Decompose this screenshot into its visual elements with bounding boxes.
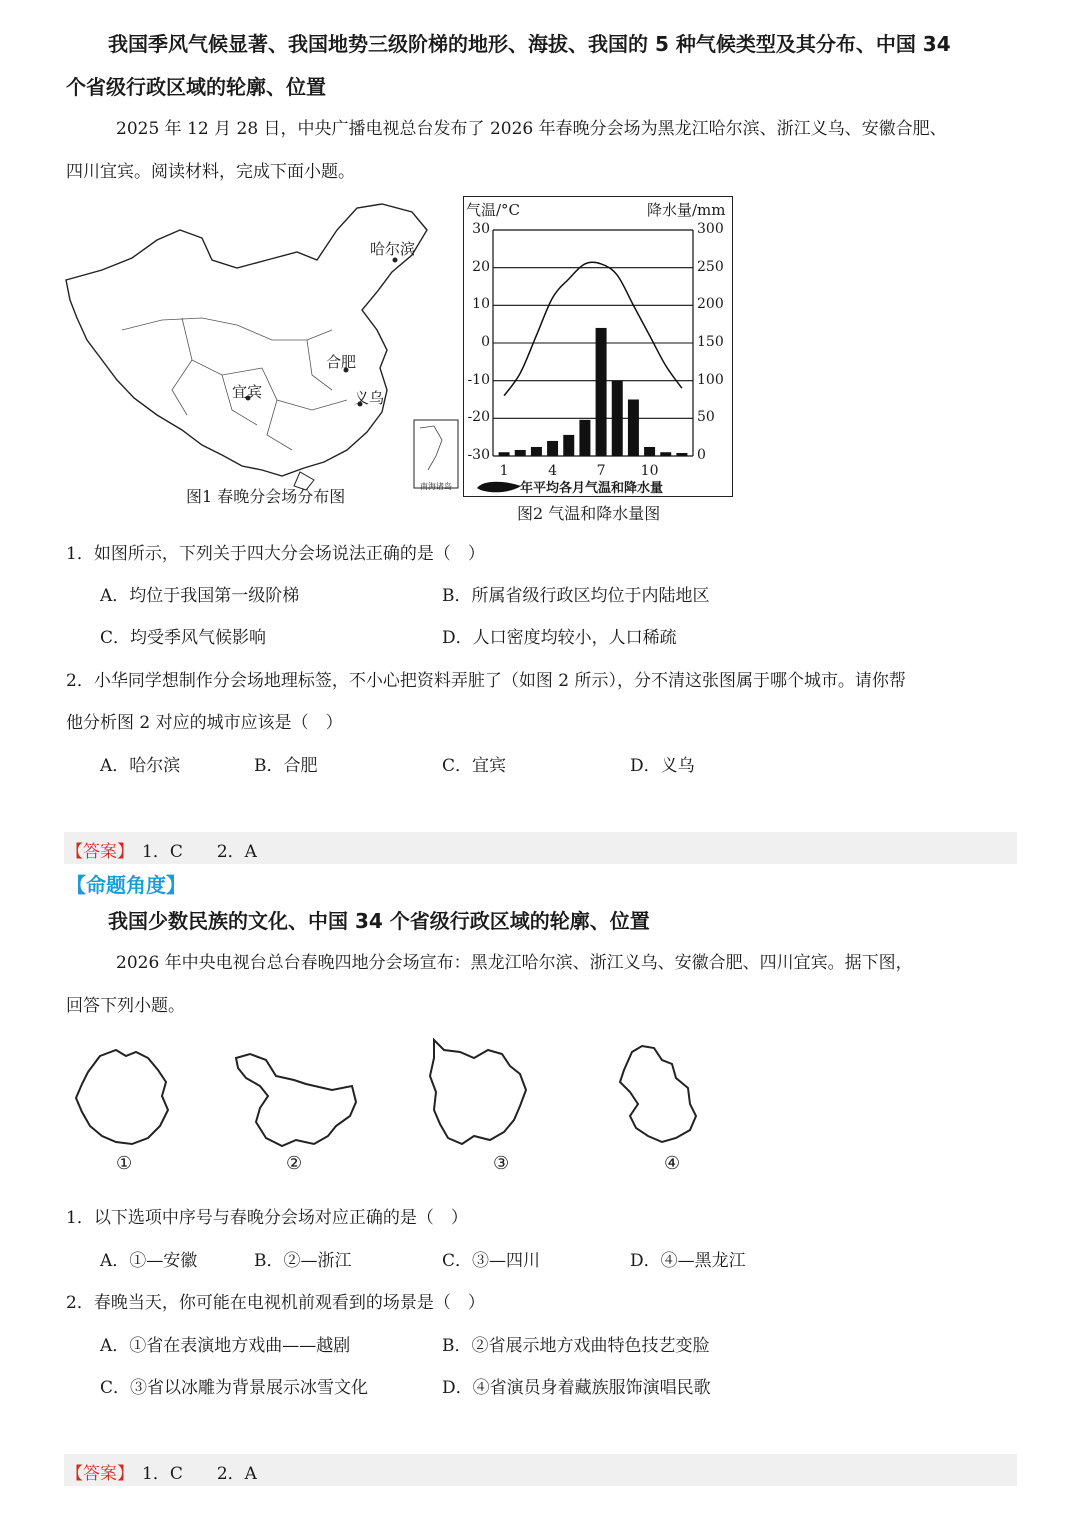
chart-inner-caption: 年平均各月气温和降水量 <box>520 481 664 496</box>
precip-bar-5 <box>563 435 574 456</box>
s1-q2-option-d: D．义乌 <box>630 756 695 776</box>
s2-answer-tag: 【答案】 <box>66 1464 134 1484</box>
precip-bar-3 <box>531 447 542 456</box>
s1-answer-tag: 【答案】 <box>66 842 134 862</box>
shape-label-2: ② <box>286 1153 303 1174</box>
s2-q1-stem: 1．以下选项中序号与春晚分会场对应正确的是（ ） <box>66 1208 468 1228</box>
s2-q2-stem: 2．春晚当天，你可能在电视机前观看到的场景是（ ） <box>66 1293 485 1313</box>
s2-answer-bar <box>64 1454 1017 1486</box>
left-tick-label: -10 <box>467 371 490 388</box>
right-tick-label: 0 <box>697 447 706 463</box>
s2-answer-text: 1．C 2．A <box>142 1464 257 1484</box>
shape-label-1: ① <box>116 1153 133 1174</box>
section1-intro-line2: 四川宜宾。阅读材料，完成下面小题。 <box>66 162 355 182</box>
right-tick-label: 200 <box>697 296 724 313</box>
map-inset-label: 南海诸岛 <box>420 482 452 491</box>
s2-q2-option-a: A．①省在表演地方戏曲——越剧 <box>100 1336 351 1356</box>
precip-bar-11 <box>660 452 671 456</box>
precip-bar-7 <box>596 328 607 456</box>
chart-right-axis-label: 降水量/mm <box>647 201 726 219</box>
s2-q2-option-b: B．②省展示地方戏曲特色技艺变脸 <box>442 1336 710 1356</box>
precip-bar-10 <box>644 447 655 456</box>
s1-q1-option-c: C．均受季风气候影响 <box>100 628 267 648</box>
left-tick-label: -30 <box>467 447 490 463</box>
left-tick-label: 30 <box>472 221 490 237</box>
precip-bar-8 <box>612 381 623 456</box>
left-tick-label: 20 <box>472 258 490 275</box>
s1-q1-option-a: A．均位于我国第一级阶梯 <box>100 586 300 606</box>
section1-title-line1: 我国季风气候显著、我国地势三级阶梯的地形、海拔、我国的 5 种气候类型及其分布、中国 34 <box>108 32 951 56</box>
left-tick-label: 0 <box>481 334 490 350</box>
s2-q1-option-c: C．③—四川 <box>442 1251 541 1271</box>
province-shape-1 <box>76 1050 168 1144</box>
province-shape-2 <box>236 1054 356 1146</box>
section2-intro-line2: 回答下列小题。 <box>66 996 185 1016</box>
s1-q2-option-c: C．宜宾 <box>442 756 507 776</box>
s1-q1-stem: 1．如图所示，下列关于四大分会场说法正确的是（ ） <box>66 544 485 564</box>
section2-title: 我国少数民族的文化、中国 34 个省级行政区域的轮廓、位置 <box>108 909 650 933</box>
right-tick-label: 300 <box>697 221 724 237</box>
precip-bar-4 <box>547 441 558 456</box>
x-tick-label: 10 <box>640 463 659 479</box>
shape-label-4: ④ <box>664 1153 681 1174</box>
x-tick-label: 1 <box>499 463 509 479</box>
s1-q2-stem-line1: 2．小华同学想制作分会场地理标签，不小心把资料弄脏了（如图 2 所示），分不清这张图属于哪个城市。请你帮 <box>66 671 906 691</box>
s1-q2-option-b: B．合肥 <box>254 756 318 776</box>
shape-label-3: ③ <box>493 1153 510 1174</box>
map-label-yibin: 宜宾 <box>232 383 263 401</box>
left-tick-label: -20 <box>467 409 490 426</box>
s1-q1-option-b: B．所属省级行政区均位于内陆地区 <box>442 586 710 606</box>
s1-q1-option-d: D．人口密度均较小，人口稀疏 <box>442 628 677 648</box>
s2-q2-option-c: C．③省以冰雕为背景展示冰雪文化 <box>100 1378 369 1398</box>
climate-chart <box>463 196 735 498</box>
section1-title-line2: 个省级行政区域的轮廓、位置 <box>66 75 326 99</box>
chart-caption: 图2 气温和降水量图 <box>517 504 661 523</box>
s2-q2-option-d: D．④省演员身着藏族服饰演唱民歌 <box>442 1378 711 1398</box>
s2-q1-option-a: A．①—安徽 <box>100 1251 198 1271</box>
precip-bar-12 <box>676 453 687 456</box>
precip-bar-2 <box>515 450 526 456</box>
section1-intro-line1: 2025 年 12 月 28 日，中央广播电视总台发布了 2026 年春晚分会场为黑龙江哈尔滨、浙江义乌、安徽合肥、 <box>116 119 947 139</box>
s1-answer-bar <box>64 832 1017 864</box>
precip-bar-6 <box>579 420 590 456</box>
x-tick-label: 4 <box>548 463 558 479</box>
s2-q1-option-d: D．④—黑龙江 <box>630 1251 746 1271</box>
map-caption: 图1 春晚分会场分布图 <box>186 487 346 506</box>
s1-q2-option-a: A．哈尔滨 <box>100 756 181 776</box>
angle-label: 【命题角度】 <box>66 873 186 897</box>
province-shape-4 <box>620 1046 696 1142</box>
s2-q1-option-b: B．②—浙江 <box>254 1251 352 1271</box>
chart-left-axis-label: 气温/°C <box>466 201 521 219</box>
s1-q2-stem-line2: 他分析图 2 对应的城市应该是（ ） <box>66 713 343 733</box>
right-tick-label: 100 <box>697 371 724 388</box>
map-label-harbin: 哈尔滨 <box>370 240 416 258</box>
precip-bar-9 <box>628 400 639 457</box>
s1-answer-text: 1．C 2．A <box>142 842 257 862</box>
right-tick-label: 150 <box>697 334 724 350</box>
province-shapes <box>70 1030 730 1155</box>
map-label-yiwu: 义乌 <box>354 389 385 407</box>
section2-intro-line1: 2026 年中央电视台总台春晚四地分会场宣布：黑龙江哈尔滨、浙江义乌、安徽合肥、四川宜宾。据下图， <box>116 953 913 973</box>
precip-bar-1 <box>499 452 510 456</box>
province-shape-3 <box>430 1040 526 1144</box>
map-label-hefei: 合肥 <box>326 353 357 371</box>
right-tick-label: 50 <box>697 409 715 426</box>
right-tick-label: 250 <box>697 258 724 275</box>
left-tick-label: 10 <box>472 296 490 313</box>
x-tick-label: 7 <box>596 463 606 479</box>
